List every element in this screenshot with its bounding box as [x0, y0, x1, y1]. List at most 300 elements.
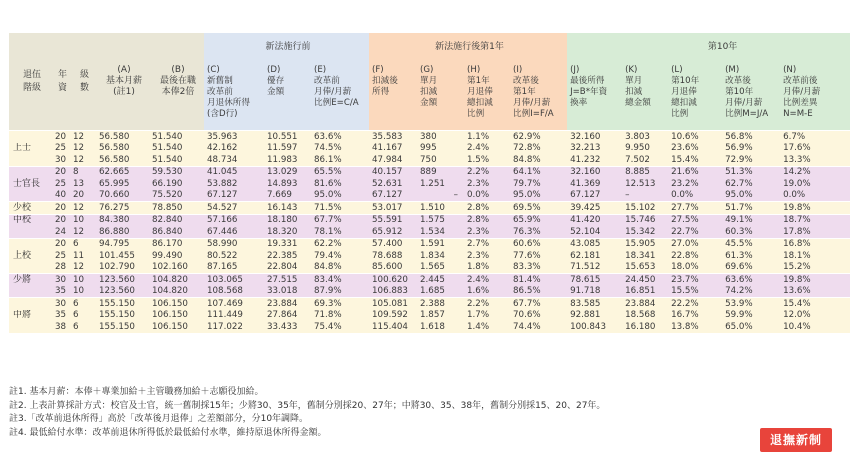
table-cell: 65.5%: [311, 166, 369, 178]
table-row: [9, 226, 850, 238]
header-rank: 退伍 階級: [9, 33, 52, 131]
table-cell: 27.7%: [668, 202, 722, 215]
table-cell: 18.1%: [780, 250, 850, 262]
table-row: [9, 166, 850, 178]
table-cell: 1.618: [417, 321, 464, 333]
table-cell: 72.9%: [722, 154, 780, 166]
table-cell: 78.1%: [311, 226, 369, 238]
table-cell: 32.160: [567, 166, 622, 178]
table-cell: 56.9%: [722, 143, 780, 155]
table-cell: 10.551: [264, 131, 311, 143]
table-cell: 12: [70, 262, 96, 274]
table-cell: 83.4%: [311, 274, 369, 286]
footnotes: [9, 386, 605, 440]
table-cell: 380: [417, 131, 464, 143]
header-g: (G) 單月 扣減 金額: [417, 60, 464, 131]
table-cell: 75.520: [149, 190, 204, 202]
table-cell: 2.2%: [464, 166, 510, 178]
table-cell: 23.7%: [668, 274, 722, 286]
table-cell: 95.0%: [311, 190, 369, 202]
table-cell: 10.4%: [780, 321, 850, 333]
table-cell: 16.143: [264, 202, 311, 215]
table-cell: 24: [52, 226, 70, 238]
table-cell: 15.4%: [780, 298, 850, 310]
rank-cell: 士官長: [9, 178, 52, 190]
table-cell: 24.450: [622, 274, 668, 286]
table-cell: 889: [417, 166, 464, 178]
table-cell: 32.213: [567, 143, 622, 155]
table-cell: 103.065: [204, 274, 264, 286]
table-cell: 155.150: [96, 321, 149, 333]
table-cell: 18.0%: [668, 262, 722, 274]
table-cell: 65.0%: [722, 321, 780, 333]
table-cell: 74.4%: [510, 321, 567, 333]
table-cell: 56.580: [96, 154, 149, 166]
table-cell: 86.170: [149, 238, 204, 250]
table-cell: 6.7%: [780, 131, 850, 143]
table-cell: 14.893: [264, 178, 311, 190]
table-cell: 33.433: [264, 321, 311, 333]
table-cell: 99.490: [149, 250, 204, 262]
table-cell: 105.081: [369, 298, 417, 310]
header-years: 年 資: [52, 33, 70, 131]
table-cell: 106.150: [149, 321, 204, 333]
table-cell: 35.963: [204, 131, 264, 143]
table-cell: 62.9%: [510, 131, 567, 143]
table-cell: 76.275: [96, 202, 149, 215]
table-cell: 1.6%: [464, 286, 510, 298]
table-cell: 155.150: [96, 298, 149, 310]
table-cell: 123.560: [96, 274, 149, 286]
table-cell: 15.653: [622, 262, 668, 274]
table-cell: 84.8%: [510, 154, 567, 166]
table-cell: 1.7%: [464, 310, 510, 322]
header-k: (K) 單月 扣減 總金額: [622, 60, 668, 131]
table-cell: 91.718: [567, 286, 622, 298]
table-cell: 86.880: [96, 226, 149, 238]
table-cell: 2.388: [417, 298, 464, 310]
table-cell: 102.790: [96, 262, 149, 274]
table-cell: 81.6%: [311, 178, 369, 190]
table-cell: 0.0%: [464, 190, 510, 202]
header-m: (M) 改革後 第10年 月俸/月薪 比例M=J/A: [722, 60, 780, 131]
table-cell: 76.3%: [510, 226, 567, 238]
table-cell: 2.3%: [464, 178, 510, 190]
table-row: [9, 178, 850, 190]
table-cell: 75.4%: [311, 321, 369, 333]
table-cell: 8.885: [622, 166, 668, 178]
table-cell: 1.5%: [464, 154, 510, 166]
table-cell: 16.180: [622, 321, 668, 333]
table-cell: 86.840: [149, 226, 204, 238]
table-cell: 123.560: [96, 286, 149, 298]
table-cell: 2.3%: [464, 226, 510, 238]
table-cell: 41.420: [567, 214, 622, 226]
table-cell: 94.795: [96, 238, 149, 250]
table-cell: 67.127: [204, 190, 264, 202]
table-cell: 49.1%: [722, 214, 780, 226]
table-cell: 55.591: [369, 214, 417, 226]
table-cell: 35.583: [369, 131, 417, 143]
table-row: [9, 310, 850, 322]
table-cell: 19.331: [264, 238, 311, 250]
table-cell: 41.045: [204, 166, 264, 178]
table-cell: 18.7%: [780, 214, 850, 226]
table-cell: 48.734: [204, 154, 264, 166]
table-cell: 27.515: [264, 274, 311, 286]
table-cell: 7.669: [264, 190, 311, 202]
table-cell: 15.342: [622, 226, 668, 238]
table-row: [9, 250, 850, 262]
table-cell: 33.018: [264, 286, 311, 298]
table-cell: 0.0%: [780, 190, 850, 202]
table-cell: 2.4%: [464, 143, 510, 155]
table-cell: 10.6%: [668, 131, 722, 143]
table-cell: 53.017: [369, 202, 417, 215]
table-cell: 32.160: [567, 131, 622, 143]
table-cell: 2.445: [417, 274, 464, 286]
table-cell: 57.166: [204, 214, 264, 226]
table-cell: 10: [70, 214, 96, 226]
table-cell: 22.2%: [668, 298, 722, 310]
header-base-salary: (A) 基本月薪 (註1): [96, 33, 149, 131]
table-cell: 51.540: [149, 154, 204, 166]
table-cell: 1.8%: [464, 262, 510, 274]
table-row: [9, 190, 850, 202]
table-cell: 15.2%: [780, 262, 850, 274]
table-cell: 87.165: [204, 262, 264, 274]
table-cell: 6: [70, 310, 96, 322]
table-cell: 6: [70, 298, 96, 310]
table-cell: 1.1%: [464, 131, 510, 143]
table-cell: 74.2%: [722, 286, 780, 298]
table-cell: 38: [52, 321, 70, 333]
table-cell: 108.568: [204, 286, 264, 298]
table-cell: 1.591: [417, 238, 464, 250]
table-body: [9, 131, 850, 333]
table-cell: 52.104: [567, 226, 622, 238]
table-cell: 10: [70, 286, 96, 298]
table-cell: 6: [70, 321, 96, 333]
pension-reform-badge: 退撫新制: [760, 428, 832, 452]
table-cell: 19.8%: [780, 274, 850, 286]
rank-cell: 上校: [9, 250, 52, 262]
table-cell: 106.150: [149, 310, 204, 322]
table-cell: 69.6%: [722, 262, 780, 274]
table-cell: 750: [417, 154, 464, 166]
table-cell: 40: [52, 190, 70, 202]
table-cell: 67.446: [204, 226, 264, 238]
table-cell: 19.0%: [780, 178, 850, 190]
table-row: [9, 298, 850, 310]
table-cell: 95.0%: [510, 190, 567, 202]
table-cell: 2.3%: [464, 250, 510, 262]
table-cell: 25: [52, 250, 70, 262]
table-cell: 0.0%: [668, 190, 722, 202]
table-cell: 27.5%: [668, 214, 722, 226]
table-row: [9, 321, 850, 333]
table-cell: 65.995: [96, 178, 149, 190]
table-row: [9, 286, 850, 298]
table-cell: 78.850: [149, 202, 204, 215]
pension-reform-table: [9, 33, 850, 333]
table-cell: 30: [52, 298, 70, 310]
table-cell: 16.7%: [668, 310, 722, 322]
table-cell: 62.7%: [722, 178, 780, 190]
table-cell: 69.3%: [311, 298, 369, 310]
table-cell: 45.5%: [722, 238, 780, 250]
table-cell: 104.820: [149, 274, 204, 286]
table-cell: 23.884: [264, 298, 311, 310]
table-cell: 20: [52, 238, 70, 250]
table-cell: 117.022: [204, 321, 264, 333]
header-l: (L) 第10年 月退俸 總扣減 比例: [668, 60, 722, 131]
footnote: 註2. 上表計算採計方式：校官及士官，統一舊制採15年；少將30、35年，舊制分別採20、27年；中將30、35、38年，舊制分別採15、20、27年。: [9, 400, 606, 411]
table-cell: 20: [52, 214, 70, 226]
table-cell: 22.804: [264, 262, 311, 274]
table-cell: 115.404: [369, 321, 417, 333]
table-cell: 69.5%: [510, 202, 567, 215]
table-cell: 18.320: [264, 226, 311, 238]
table-cell: 85.600: [369, 262, 417, 274]
table-cell: 23.6%: [668, 143, 722, 155]
table-cell: 95.0%: [722, 190, 780, 202]
table-cell: 1.534: [417, 226, 464, 238]
header-n: (N) 改革前後 月俸/月薪 比例差異 N=M-E: [780, 60, 850, 131]
table-cell: 13.8%: [668, 321, 722, 333]
table-cell: 6: [70, 238, 96, 250]
table-cell: 2.4%: [464, 274, 510, 286]
table-cell: 995: [417, 143, 464, 155]
table-cell: 155.150: [96, 310, 149, 322]
table-cell: 12: [70, 131, 96, 143]
table-cell: 62.665: [96, 166, 149, 178]
table-row: [9, 214, 850, 226]
table-cell: 64.1%: [510, 166, 567, 178]
table-cell: 82.840: [149, 214, 204, 226]
table-cell: 60.6%: [510, 238, 567, 250]
table-cell: 104.820: [149, 286, 204, 298]
header-i: (I) 改革後 第1年 月俸/月薪 比例I=F/A: [510, 60, 567, 131]
table-cell: 23.2%: [668, 178, 722, 190]
footnote: 註3.「改革前退休所得」高於「改革後月退俸」之差額部分，分10年調降。: [9, 414, 309, 424]
table-cell: 59.530: [149, 166, 204, 178]
table-cell: 56.8%: [722, 131, 780, 143]
table-cell: 20: [52, 202, 70, 215]
table-cell: 1.4%: [464, 321, 510, 333]
table-cell: 11.983: [264, 154, 311, 166]
header-e: (E) 改革前 月俸/月薪 比例E=C/A: [311, 60, 369, 131]
table-cell: 109.592: [369, 310, 417, 322]
rank-cell: [9, 286, 52, 298]
table-row: [9, 274, 850, 286]
table-row: [9, 131, 850, 143]
table-cell: 57.400: [369, 238, 417, 250]
table-cell: 18.341: [622, 250, 668, 262]
table-cell: 1.510: [417, 202, 464, 215]
table-cell: 107.469: [204, 298, 264, 310]
table-cell: 15.5%: [668, 286, 722, 298]
table-cell: 111.449: [204, 310, 264, 322]
table-row: [9, 154, 850, 166]
table-cell: 83.3%: [510, 262, 567, 274]
table-cell: 65.912: [369, 226, 417, 238]
table-cell: 41.232: [567, 154, 622, 166]
table-cell: 13.3%: [780, 154, 850, 166]
rank-cell: [9, 298, 52, 310]
rank-cell: 上士: [9, 143, 52, 155]
table-cell: 47.984: [369, 154, 417, 166]
table-cell: 101.455: [96, 250, 149, 262]
table-cell: 30: [52, 154, 70, 166]
table-cell: 1.834: [417, 250, 464, 262]
header-f: (F) 扣減後 所得: [369, 60, 417, 131]
table-cell: 25: [52, 143, 70, 155]
table-cell: 1.251: [417, 178, 464, 190]
table-cell: 12: [70, 226, 96, 238]
table-cell: 70.660: [96, 190, 149, 202]
rank-cell: [9, 166, 52, 178]
table-cell: 100.620: [369, 274, 417, 286]
table-cell: 9.950: [622, 143, 668, 155]
table-cell: 102.160: [149, 262, 204, 274]
table-cell: 8: [70, 166, 96, 178]
table-cell: 56.580: [96, 143, 149, 155]
table-cell: 51.7%: [722, 202, 780, 215]
table-cell: 12: [70, 143, 96, 155]
table-cell: 13: [70, 178, 96, 190]
rank-cell: 少校: [9, 202, 52, 215]
table-cell: 1.857: [417, 310, 464, 322]
table-cell: 70.6%: [510, 310, 567, 322]
table-cell: 78.615: [567, 274, 622, 286]
table-cell: 62.2%: [311, 238, 369, 250]
table-cell: 60.3%: [722, 226, 780, 238]
pension-table-container: [9, 33, 835, 333]
table-cell: 42.162: [204, 143, 264, 155]
table-cell: 13.029: [264, 166, 311, 178]
table-cell: 79.7%: [510, 178, 567, 190]
table-cell: –: [622, 190, 668, 202]
table-cell: 59.9%: [722, 310, 780, 322]
table-cell: 17.6%: [780, 143, 850, 155]
table-cell: 80.522: [204, 250, 264, 262]
table-cell: 54.527: [204, 202, 264, 215]
table-cell: 25: [52, 178, 70, 190]
table-cell: 52.631: [369, 178, 417, 190]
table-cell: 58.990: [204, 238, 264, 250]
table-row: [9, 238, 850, 250]
rank-cell: [9, 226, 52, 238]
table-cell: 106.150: [149, 298, 204, 310]
footnote: 註1. 基本月薪：本俸＋專業加給＋主管職務加給＋志願役加給。: [9, 387, 264, 397]
rank-cell: 中將: [9, 310, 52, 322]
rank-cell: [9, 321, 52, 333]
table-cell: 87.9%: [311, 286, 369, 298]
table-row: [9, 262, 850, 274]
table-cell: 17.8%: [780, 226, 850, 238]
table-cell: 20: [52, 131, 70, 143]
table-cell: 2.7%: [464, 238, 510, 250]
table-cell: 1.685: [417, 286, 464, 298]
table-cell: 7.502: [622, 154, 668, 166]
table-cell: 14.2%: [780, 166, 850, 178]
table-cell: 43.085: [567, 238, 622, 250]
table-cell: 71.512: [567, 262, 622, 274]
table-cell: 28: [52, 262, 70, 274]
table-cell: 78.688: [369, 250, 417, 262]
group-header-pre-reform: 新法施行前: [204, 33, 369, 60]
table-cell: 15.905: [622, 238, 668, 250]
table-cell: 3.803: [622, 131, 668, 143]
table-cell: 16.851: [622, 286, 668, 298]
table-cell: 21.6%: [668, 166, 722, 178]
header-h: (H) 第1年 月退俸 總扣減 比例: [464, 60, 510, 131]
table-cell: 23.884: [622, 298, 668, 310]
table-cell: 41.167: [369, 143, 417, 155]
table-cell: 51.540: [149, 143, 204, 155]
header-grade: 級 數: [70, 33, 96, 131]
header-c: (C) 新舊制 改革前 月退休所得 (含D行): [204, 60, 264, 131]
table-cell: 106.883: [369, 286, 417, 298]
table-cell: 39.425: [567, 202, 622, 215]
table-cell: 56.580: [96, 131, 149, 143]
table-cell: 41.369: [567, 178, 622, 190]
table-cell: 22.7%: [668, 226, 722, 238]
table-cell: 2.2%: [464, 298, 510, 310]
footnote: 註4. 最低給付水準：改革前退休所得低於最低給付水準，維持原退休所得金額。: [9, 427, 327, 438]
table-cell: 100.843: [567, 321, 622, 333]
rank-cell: [9, 190, 52, 202]
table-cell: 53.882: [204, 178, 264, 190]
table-cell: 1.575: [417, 214, 464, 226]
table-cell: 1.565: [417, 262, 464, 274]
table-cell: 71.8%: [311, 310, 369, 322]
table-cell: 79.4%: [311, 250, 369, 262]
header-j: (J) 最後所得 J=B*年資 換率: [567, 60, 622, 131]
table-cell: 86.5%: [510, 286, 567, 298]
table-cell: 51.3%: [722, 166, 780, 178]
table-cell: 67.127: [369, 190, 417, 202]
rank-cell: 中校: [9, 214, 52, 226]
table-cell: 12.513: [622, 178, 668, 190]
table-cell: 77.6%: [510, 250, 567, 262]
table-cell: 2.8%: [464, 214, 510, 226]
table-cell: 62.181: [567, 250, 622, 262]
table-row: [9, 202, 850, 215]
rank-cell: 少將: [9, 274, 52, 286]
table-cell: 92.881: [567, 310, 622, 322]
table-row: [9, 143, 850, 155]
table-cell: 61.3%: [722, 250, 780, 262]
table-cell: 67.127: [567, 190, 622, 202]
rank-cell: [9, 154, 52, 166]
table-cell: 2.8%: [464, 202, 510, 215]
table-cell: 74.5%: [311, 143, 369, 155]
group-header-year1: 新法施行後第1年: [369, 33, 567, 60]
table-cell: 63.6%: [722, 274, 780, 286]
table-cell: 20: [52, 166, 70, 178]
table-cell: 22.385: [264, 250, 311, 262]
table-cell: 86.1%: [311, 154, 369, 166]
table-cell: 18.568: [622, 310, 668, 322]
table-cell: 35: [52, 286, 70, 298]
table-cell: 66.190: [149, 178, 204, 190]
table-cell: 72.8%: [510, 143, 567, 155]
table-cell: 67.7%: [510, 298, 567, 310]
table-cell: 13.6%: [780, 286, 850, 298]
table-cell: 12.0%: [780, 310, 850, 322]
